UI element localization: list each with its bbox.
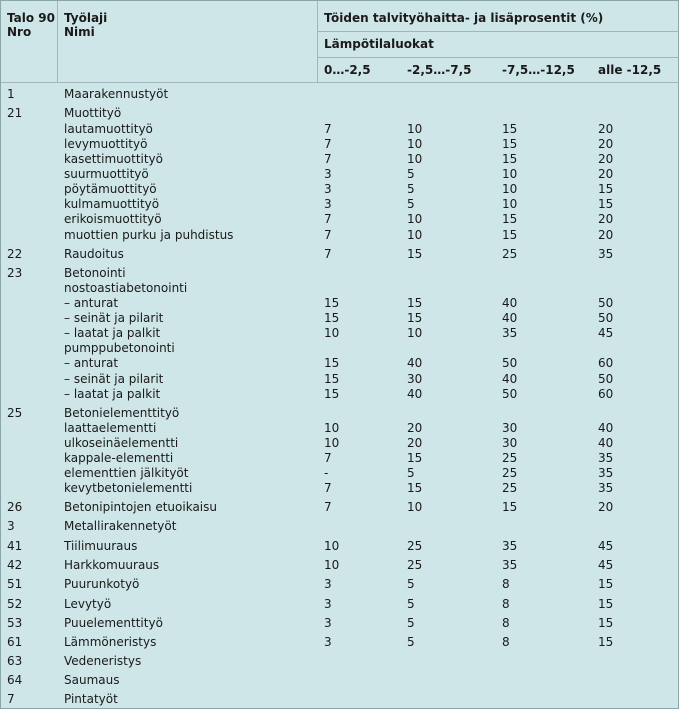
row-nro: 23 (7, 266, 23, 280)
row-value-1: 10 (407, 228, 423, 242)
row-value-1: 20 (407, 436, 423, 450)
row-name: Puurunkotyö (64, 577, 140, 591)
header-divider-vertical (57, 1, 58, 82)
row-name: Tiilimuuraus (64, 539, 138, 553)
header-name: Työlaji Nimi (64, 11, 108, 39)
row-name: elementtien jälkityöt (64, 466, 189, 480)
row-nro: 42 (7, 558, 23, 572)
row-name: erikoismuottityö (64, 212, 162, 226)
row-name: suurmuottityö (64, 167, 149, 181)
row-value-1: 20 (407, 421, 423, 435)
row-name: – laatat ja palkit (64, 387, 161, 401)
row-value-2: 50 (502, 387, 518, 401)
row-name: Puuelementtityö (64, 616, 163, 630)
row-value-1: 30 (407, 372, 423, 386)
row-name: Harkkomuuraus (64, 558, 160, 572)
row-name: pumppubetonointi (64, 341, 175, 355)
row-value-2: 50 (502, 356, 518, 370)
row-value-2: 25 (502, 481, 518, 495)
row-value-1: 5 (407, 616, 415, 630)
row-value-0: 15 (324, 311, 340, 325)
row-value-3: 35 (598, 247, 614, 261)
row-value-0: 10 (324, 539, 340, 553)
row-value-2: 40 (502, 311, 518, 325)
header-divider-vertical-2 (317, 1, 318, 82)
row-name: – anturat (64, 356, 119, 370)
row-nro: 53 (7, 616, 23, 630)
row-value-2: 15 (502, 137, 518, 151)
row-name: kulmamuottityö (64, 197, 160, 211)
row-value-3: 20 (598, 137, 614, 151)
row-value-1: 5 (407, 182, 415, 196)
row-value-0: 10 (324, 326, 340, 340)
row-name: Saumaus (64, 673, 120, 687)
row-value-0: 7 (324, 451, 332, 465)
row-value-3: 45 (598, 558, 614, 572)
row-value-2: 8 (502, 616, 510, 630)
row-value-2: 25 (502, 466, 518, 480)
row-name: lautamuottityö (64, 122, 153, 136)
row-name: Metallirakennetyöt (64, 519, 177, 533)
row-value-1: 10 (407, 212, 423, 226)
row-value-2: 40 (502, 296, 518, 310)
row-name: Betonielementtityö (64, 406, 180, 420)
row-nro: 25 (7, 406, 23, 420)
row-value-2: 15 (502, 212, 518, 226)
row-value-1: 40 (407, 356, 423, 370)
row-value-2: 10 (502, 197, 518, 211)
row-value-2: 15 (502, 228, 518, 242)
header-sub-title: Lämpötilaluokat (324, 37, 434, 51)
header-temp-class-1: -2,5…-7,5 (407, 63, 472, 77)
row-value-3: 15 (598, 182, 614, 196)
row-name: nostoastiabetonointi (64, 281, 188, 295)
row-value-2: 25 (502, 247, 518, 261)
row-name: – laatat ja palkit (64, 326, 161, 340)
row-nro: 51 (7, 577, 23, 591)
row-value-0: 7 (324, 122, 332, 136)
row-value-3: 15 (598, 635, 614, 649)
row-nro: 22 (7, 247, 23, 261)
row-value-3: 45 (598, 326, 614, 340)
row-name: – anturat (64, 296, 119, 310)
header-temp-class-2: -7,5…-12,5 (502, 63, 575, 77)
row-value-3: 20 (598, 167, 614, 181)
row-value-1: 15 (407, 481, 423, 495)
row-nro: 26 (7, 500, 23, 514)
row-value-1: 15 (407, 247, 423, 261)
row-value-2: 35 (502, 326, 518, 340)
row-value-2: 15 (502, 500, 518, 514)
header-temp-class-3: alle -12,5 (598, 63, 662, 77)
row-value-0: 3 (324, 597, 332, 611)
row-nro: 3 (7, 519, 15, 533)
row-value-2: 35 (502, 539, 518, 553)
row-value-0: 7 (324, 228, 332, 242)
row-name: pöytämuottityö (64, 182, 157, 196)
row-nro: 64 (7, 673, 23, 687)
row-value-2: 15 (502, 122, 518, 136)
row-value-1: 25 (407, 558, 423, 572)
row-value-3: 50 (598, 296, 614, 310)
row-value-0: 15 (324, 372, 340, 386)
row-value-0: 3 (324, 577, 332, 591)
row-value-1: 5 (407, 197, 415, 211)
row-value-1: 5 (407, 577, 415, 591)
row-value-3: 40 (598, 421, 614, 435)
row-name: – seinät ja pilarit (64, 311, 164, 325)
row-value-3: 15 (598, 197, 614, 211)
row-name: Betonipintojen etuoikaisu (64, 500, 217, 514)
row-value-3: 50 (598, 372, 614, 386)
row-value-3: 45 (598, 539, 614, 553)
row-value-1: 10 (407, 500, 423, 514)
header-nro: Talo 90 Nro (7, 11, 55, 39)
row-value-3: 15 (598, 616, 614, 630)
row-value-1: 15 (407, 296, 423, 310)
row-value-1: 15 (407, 311, 423, 325)
row-value-0: 10 (324, 436, 340, 450)
row-value-0: 3 (324, 182, 332, 196)
row-value-0: 7 (324, 481, 332, 495)
row-value-0: 7 (324, 152, 332, 166)
row-value-0: 7 (324, 247, 332, 261)
row-value-3: 20 (598, 212, 614, 226)
row-value-3: 35 (598, 451, 614, 465)
row-value-1: 25 (407, 539, 423, 553)
row-value-1: 15 (407, 451, 423, 465)
row-value-3: 35 (598, 481, 614, 495)
row-name: kevytbetonielementti (64, 481, 193, 495)
row-value-0: - (324, 466, 329, 480)
row-value-0: 7 (324, 137, 332, 151)
row-name: Levytyö (64, 597, 112, 611)
row-value-3: 20 (598, 500, 614, 514)
row-value-2: 15 (502, 152, 518, 166)
row-value-2: 25 (502, 451, 518, 465)
row-value-3: 60 (598, 387, 614, 401)
row-value-1: 10 (407, 152, 423, 166)
row-value-1: 10 (407, 137, 423, 151)
row-name: Vedeneristys (64, 654, 142, 668)
row-nro: 61 (7, 635, 23, 649)
header-divider-2 (317, 57, 679, 58)
row-value-0: 7 (324, 212, 332, 226)
row-nro: 1 (7, 87, 15, 101)
row-name: Betonointi (64, 266, 126, 280)
row-nro: 41 (7, 539, 23, 553)
header-group-title: Töiden talvityöhaitta- ja lisäprosentit (%) (324, 11, 604, 25)
row-value-3: 40 (598, 436, 614, 450)
row-name: – seinät ja pilarit (64, 372, 164, 386)
row-value-2: 30 (502, 421, 518, 435)
row-value-0: 3 (324, 616, 332, 630)
row-value-0: 10 (324, 421, 340, 435)
row-value-1: 10 (407, 326, 423, 340)
row-value-2: 10 (502, 182, 518, 196)
row-nro: 21 (7, 106, 23, 120)
row-value-1: 5 (407, 466, 415, 480)
row-value-0: 3 (324, 167, 332, 181)
row-name: Maarakennustyöt (64, 87, 169, 101)
row-name: laattaelementti (64, 421, 157, 435)
row-name: Muottityö (64, 106, 122, 120)
row-value-3: 60 (598, 356, 614, 370)
row-name: Pintatyöt (64, 692, 118, 706)
row-value-0: 15 (324, 387, 340, 401)
row-value-1: 5 (407, 635, 415, 649)
row-value-3: 50 (598, 311, 614, 325)
row-value-3: 20 (598, 122, 614, 136)
row-nro: 52 (7, 597, 23, 611)
row-name: muottien purku ja puhdistus (64, 228, 234, 242)
row-name: ulkoseinäelementti (64, 436, 179, 450)
row-value-3: 15 (598, 597, 614, 611)
header-temp-class-0: 0…-2,5 (324, 63, 371, 77)
row-value-1: 5 (407, 167, 415, 181)
row-value-1: 5 (407, 597, 415, 611)
row-value-3: 15 (598, 577, 614, 591)
row-value-0: 15 (324, 356, 340, 370)
row-nro: 63 (7, 654, 23, 668)
row-value-2: 8 (502, 577, 510, 591)
row-value-0: 10 (324, 558, 340, 572)
row-name: kasettimuottityö (64, 152, 163, 166)
row-value-1: 40 (407, 387, 423, 401)
row-nro: 7 (7, 692, 15, 706)
header-divider-1 (317, 31, 679, 32)
row-value-3: 20 (598, 152, 614, 166)
row-value-2: 35 (502, 558, 518, 572)
row-name: Lämmöneristys (64, 635, 157, 649)
row-value-3: 35 (598, 466, 614, 480)
row-name: Raudoitus (64, 247, 124, 261)
row-value-2: 30 (502, 436, 518, 450)
row-value-3: 20 (598, 228, 614, 242)
row-value-2: 8 (502, 597, 510, 611)
row-value-0: 15 (324, 296, 340, 310)
row-value-0: 3 (324, 197, 332, 211)
row-value-1: 10 (407, 122, 423, 136)
row-value-0: 7 (324, 500, 332, 514)
row-name: kappale-elementti (64, 451, 174, 465)
row-value-2: 8 (502, 635, 510, 649)
row-name: levymuottityö (64, 137, 148, 151)
header-divider-bottom (1, 82, 679, 83)
row-value-2: 40 (502, 372, 518, 386)
row-value-2: 10 (502, 167, 518, 181)
row-value-0: 3 (324, 635, 332, 649)
